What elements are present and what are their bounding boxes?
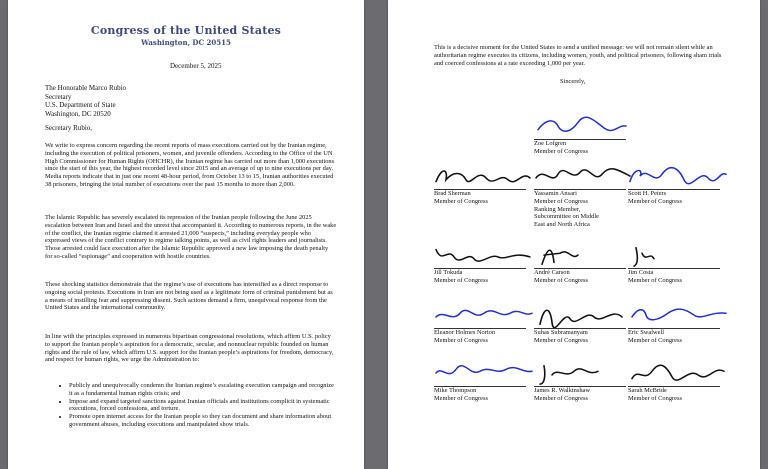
letterhead-title: Congress of the United States [90, 24, 282, 37]
signature-mark [534, 304, 634, 328]
body-paragraph: In line with the principles expressed in numerous bipartisan congressional resolutions, which affirm U.S. policy to support the Iranian people’s aspiration for a democratic, secular, and nonnuclear republic founded on human rights and the rule of law, which affirm U.S. support for the Iranian people’s aspirations for freedom, democracy, and respect for human rights, we urge the Administration to: [45, 333, 334, 364]
signatory [534, 190, 626, 229]
signatory-title: Member of Congress [434, 197, 488, 205]
letterhead-subtitle: Washington, DC 20515 [141, 38, 231, 47]
signature-mark [534, 165, 634, 189]
signature-mark [534, 244, 634, 268]
signatory [628, 329, 720, 345]
signatory-name: Eric Swalwell [628, 329, 665, 336]
signatory-role: East and North Africa [534, 221, 590, 229]
signatory [628, 269, 720, 285]
recipient-title: Secretary [45, 92, 72, 101]
signature-mark [628, 304, 728, 328]
signatory-name: André Carson [534, 269, 570, 276]
request-item: • Promote open internet access for the Iranian people so they can document and share information about government abuses, including executions and manipulated show trials. [69, 413, 337, 429]
signatory-name: Jim Costa [628, 269, 654, 276]
signatory-title: Member of Congress [434, 336, 488, 344]
signatory-name: Zoe Lofgren [534, 140, 567, 147]
signatory [534, 269, 626, 285]
salutation: Secretary Rubio, [45, 124, 93, 132]
recipient-name: The Honorable Marco Rubio [45, 84, 127, 92]
signature-mark [434, 165, 534, 189]
signatory-name: Jill Tokuda [434, 269, 463, 276]
signature-mark [628, 165, 728, 189]
signature-mark [534, 362, 634, 386]
signatory [628, 387, 720, 403]
closing-sincerely: Sincerely, [560, 78, 586, 85]
signatory-name: Suhas Subramanyam [534, 329, 588, 336]
request-item: • Publicly and unequivocally condemn the Iranian regime’s escalating execution campaign and recognize it as a fundamental human rights crisis; and [69, 382, 337, 398]
signatory-name: Brad Sherman [434, 190, 471, 197]
signatory-name: Scott H. Peters [628, 190, 667, 197]
body-paragraph: The Islamic Republic has severely escalated its repression of the Iranian people following the June 2025 escalation between Iran and Israel and the unrest that accompanied it. According to numerous reports, in the wake of the conflict, the Iranian regime claimed it arrested 21,000 “suspects,” including everyday people who expressed views of the conflict contrary to regime talking points, as well as civil rights leaders and journalists. Those arrested could face execution after the Islamic Republic approved a new law imposing the death penalty for so-called “espionage” and cooperation with hostile countries. [45, 214, 337, 260]
signatory-title: Member of Congress [628, 197, 682, 205]
signatory-title: Member of Congress [534, 147, 588, 155]
signatory [628, 190, 720, 206]
signatory [534, 140, 626, 156]
signature-mark [434, 244, 534, 268]
request-item: • Impose and expand targeted sanctions against Iranian officials and institutions complicit in systematic executions, forced confessions, and torture. [69, 398, 337, 414]
signatory [434, 387, 526, 403]
signatory-title: Member of Congress [534, 276, 588, 284]
signatory-title: Member of Congress [434, 276, 488, 284]
signature-mark [628, 244, 728, 268]
signatory-name: Sarah McBride [628, 387, 667, 394]
recipient-department: U.S. Department of State [45, 101, 116, 109]
signatory-name: Yassamin Ansari [534, 190, 577, 197]
signatory-role: Ranking Member, [534, 205, 581, 213]
signature-mark [534, 115, 634, 139]
signature-mark [434, 362, 534, 386]
signatory-role: Subcommittee on Middle [534, 213, 599, 221]
signatory-title: Member of Congress [534, 197, 588, 205]
signatory-title: Member of Congress [434, 394, 488, 402]
recipient-city: Washington, DC 20520 [45, 109, 111, 118]
signatory [434, 329, 526, 345]
signature-mark [628, 362, 728, 386]
signatory-title: Member of Congress [628, 276, 682, 284]
signatory [434, 190, 526, 206]
signatory-name: Mike Thompson [434, 387, 477, 394]
body-paragraph: These shocking statistics demonstrate that the regime’s use of executions has intensified as a direct response to ongoing social protests. Executions in Iran are not being used as a legitimate form of criminal punishment but as a means of instilling fear and suppressing dissent. Such actions demand a firm, unequivocal response from the United States and the international community. [45, 281, 333, 312]
signatory-name: James R. Walkinshaw [534, 387, 590, 394]
body-paragraph: We write to express concern regarding the recent reports of mass executions carried out by the Iranian regime, including the execution of political prisoners, women, and juvenile offenders. According to the Office of the UN High Commissioner for Human Rights (OHCHR), the Iranian regime has carried out more than 1,000 executions since the start of this year, the highest recorded level since 2015 and an average of up to nine executions per day. Media reports indicate that in just one recent 48-hour period, from October 13 to 15, Iranian authorities executed 38 prisoners, bringing the total number of executions over the past 15 months to more than 2,000. [45, 142, 335, 188]
signatory [534, 329, 626, 345]
closing-paragraph: This is a decisive moment for the United States to send a unified message: we will not remain silent while an authoritarian regime executes its citizens, including women, youth, and political prisoners, following sham trials and coerced confessions at a rate exceeding 1,000 per year. [434, 44, 722, 67]
letter-page-2 [388, 0, 760, 469]
signatory-title: Member of Congress [534, 394, 588, 402]
signatory [534, 387, 626, 403]
recipient-address [45, 84, 126, 118]
signatory-title: Member of Congress [534, 336, 588, 344]
signatory [434, 269, 526, 285]
signature-mark [434, 304, 534, 328]
signatory-title: Member of Congress [628, 336, 682, 344]
request-list [45, 382, 337, 429]
letter-page-1 [8, 0, 364, 469]
signatory-name: Eleanor Holmes Norton [434, 329, 496, 336]
signatory-title: Member of Congress [628, 394, 682, 402]
letter-date: December 5, 2025 [170, 62, 222, 70]
